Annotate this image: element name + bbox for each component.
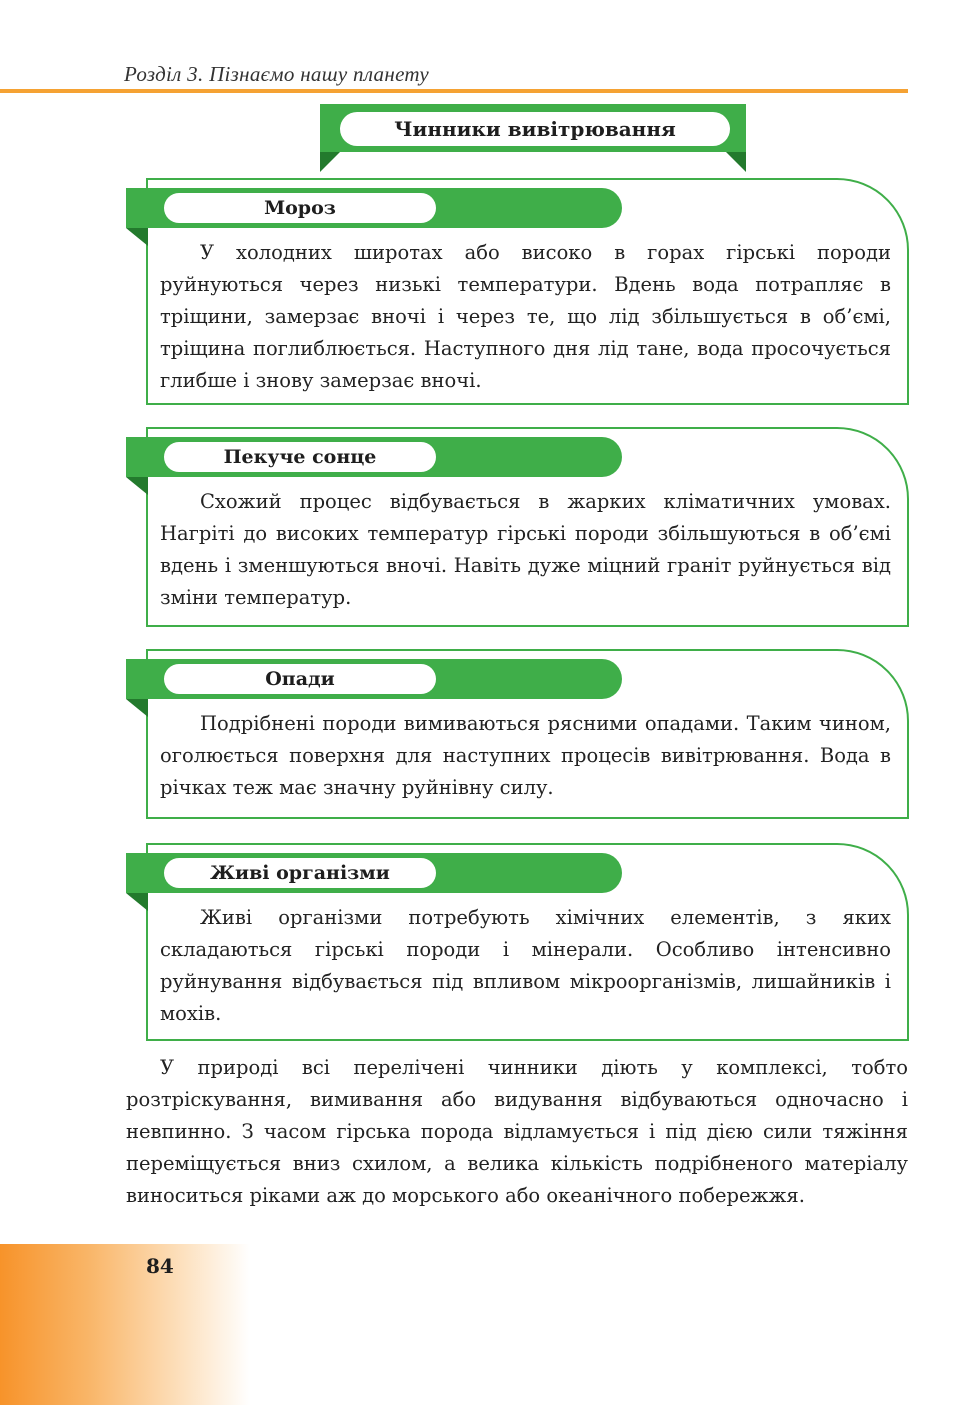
card-frost (146, 178, 909, 405)
title-banner (320, 104, 746, 174)
card-text: Живі організми потребують хімічних елементів, з яких складаються гірські породи і мінерали. Особливо інтенсивно руйнування відбувається під впливом мікроорганізмів, лишайників і мохів. (160, 906, 891, 1025)
card-heading: Мороз (164, 193, 436, 223)
card-sun (146, 427, 909, 627)
title-banner-fold-right (726, 152, 746, 172)
summary-paragraph: У природі всі перелічені чинники діють у комплексі, тобто розтріскування, вимивання або видування відбуваються одночасно і невпинно. З часом гірська порода відламується і під дією сили тяжіння переміщується вниз схилом, а велика кількість подрібненого матеріалу виноситься ріками аж до морського або океанічного побережжя. (126, 1056, 908, 1207)
card-heading: Пекуче сонце (164, 442, 436, 472)
card-ribbon-fold (126, 893, 148, 911)
card-text: Схожий процес відбувається в жарких кліматичних умовах. Нагріті до високих температур гірські породи збільшуються в об’ємі вдень і зменшуються вночі. Навіть дуже міцний граніт руйнується від зміни температур. (160, 490, 891, 609)
page-number: 84 (146, 1254, 174, 1278)
page-corner-decoration (0, 1244, 250, 1405)
card-ribbon-fold (126, 228, 148, 246)
header-rule (0, 89, 908, 93)
card-ribbon-fold (126, 477, 148, 495)
card-heading: Опади (164, 664, 436, 694)
card-ribbon-fold (126, 699, 148, 717)
section-title: Чинники вивітрювання (340, 112, 730, 146)
card-precipitation (146, 649, 909, 819)
card-text: Подрібнені породи вимиваються рясними опадами. Таким чином, оголюється поверхня для наступних процесів вивітрювання. Вода в річках теж має значну руйнівну силу. (160, 712, 891, 799)
title-banner-fold-left (320, 152, 340, 172)
chapter-header: Розділ 3. Пізнаємо нашу планету (124, 62, 429, 86)
card-organisms (146, 843, 909, 1041)
card-heading: Живі організми (164, 858, 436, 888)
card-text: У холодних широтах або високо в горах гірські породи руйнуються через низькі температури. Вдень вода потрапляє в тріщини, замерзає вночі і через те, що лід збільшується в об’ємі, тріщина поглиблюється. Наступного дня лід тане, вода просочується глибше і знову замерзає вночі. (160, 241, 891, 392)
